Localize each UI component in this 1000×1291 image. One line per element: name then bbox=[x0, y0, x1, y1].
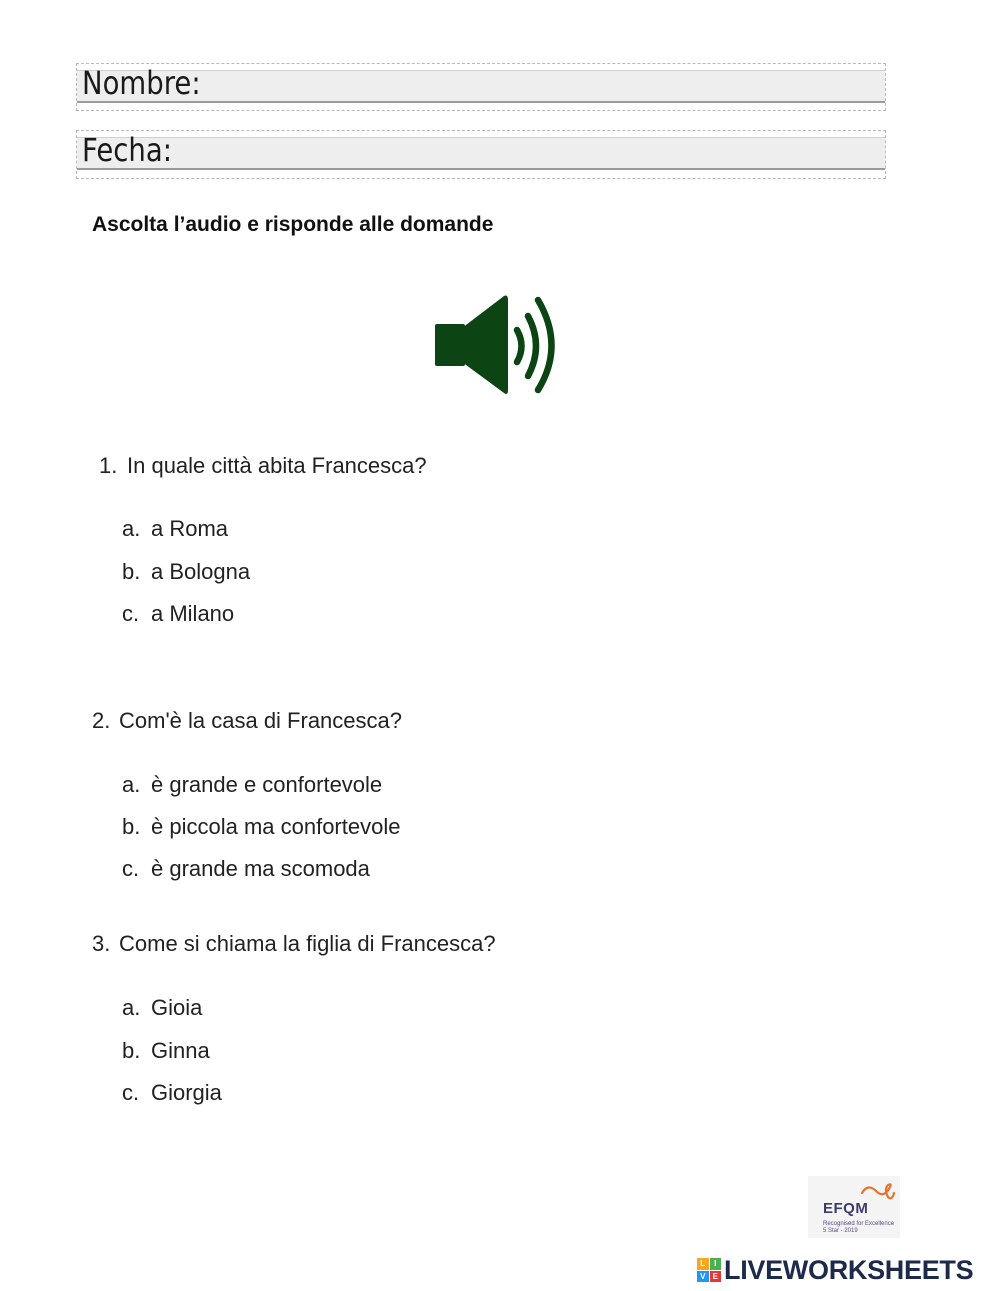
date-field-line bbox=[77, 137, 885, 170]
efqm-sub-line-1: Recognised for Excellence bbox=[823, 1221, 895, 1227]
option-text: è piccola ma confortevole bbox=[151, 814, 401, 839]
option-letter: a. bbox=[122, 772, 141, 797]
option-text: è grande ma scomoda bbox=[151, 856, 370, 881]
option-3c[interactable] bbox=[122, 1080, 222, 1106]
speaker-icon[interactable] bbox=[434, 294, 564, 403]
lw-block-e: E bbox=[710, 1271, 722, 1283]
liveworksheets-logo[interactable] bbox=[697, 1254, 973, 1286]
option-text: Ginna bbox=[151, 1038, 210, 1063]
name-field[interactable] bbox=[76, 63, 886, 111]
efqm-sub-line-2: 5 Star - 2019 bbox=[823, 1228, 858, 1234]
option-3b[interactable] bbox=[122, 1038, 210, 1064]
option-letter: c. bbox=[122, 601, 140, 626]
option-letter: a. bbox=[122, 516, 141, 541]
option-text: a Roma bbox=[151, 516, 229, 541]
speaker-body bbox=[435, 296, 508, 395]
lw-block-v: V bbox=[697, 1271, 709, 1283]
option-letter: c. bbox=[122, 1080, 140, 1105]
option-text: Gioia bbox=[151, 995, 203, 1020]
live-blocks-icon bbox=[697, 1258, 721, 1282]
option-1c[interactable] bbox=[122, 601, 234, 627]
option-3a[interactable] bbox=[122, 995, 202, 1021]
date-label: Fecha: bbox=[82, 131, 172, 169]
option-text: a Milano bbox=[151, 601, 235, 626]
speaker-waves bbox=[517, 300, 552, 390]
question-text: Come si chiama la figlia di Francesca? bbox=[119, 931, 496, 956]
question-text: In quale città abita Francesca? bbox=[127, 453, 427, 478]
option-1b[interactable] bbox=[122, 559, 250, 585]
liveworksheets-wordmark: LIVEWORKSHEETS bbox=[724, 1254, 974, 1285]
instruction-text: Ascolta l’audio e risponde alle domande bbox=[92, 213, 494, 236]
lw-block-l: L bbox=[697, 1258, 709, 1270]
question-1 bbox=[99, 453, 427, 479]
question-2 bbox=[92, 708, 402, 734]
option-2c[interactable] bbox=[122, 856, 370, 882]
option-text: è grande e confortevole bbox=[151, 772, 383, 797]
lw-block-i: I bbox=[710, 1258, 722, 1270]
option-text: Giorgia bbox=[151, 1080, 222, 1105]
efqm-badge bbox=[808, 1176, 900, 1238]
option-text: a Bologna bbox=[151, 559, 251, 584]
question-number: 1. bbox=[99, 453, 118, 478]
question-number: 3. bbox=[92, 931, 111, 956]
option-letter: a. bbox=[122, 995, 141, 1020]
option-letter: b. bbox=[122, 1038, 141, 1063]
option-1a[interactable] bbox=[122, 516, 228, 542]
name-label: Nombre: bbox=[82, 64, 201, 102]
efqm-title: EFQM bbox=[823, 1200, 869, 1217]
date-field[interactable] bbox=[76, 130, 886, 179]
question-3 bbox=[92, 931, 496, 957]
question-text: Com'è la casa di Francesca? bbox=[119, 708, 402, 733]
option-letter: b. bbox=[122, 814, 141, 839]
option-2b[interactable] bbox=[122, 814, 400, 840]
option-letter: c. bbox=[122, 856, 140, 881]
question-number: 2. bbox=[92, 708, 111, 733]
efqm-subtitle bbox=[823, 1221, 901, 1235]
option-2a[interactable] bbox=[122, 772, 382, 798]
option-letter: b. bbox=[122, 559, 141, 584]
